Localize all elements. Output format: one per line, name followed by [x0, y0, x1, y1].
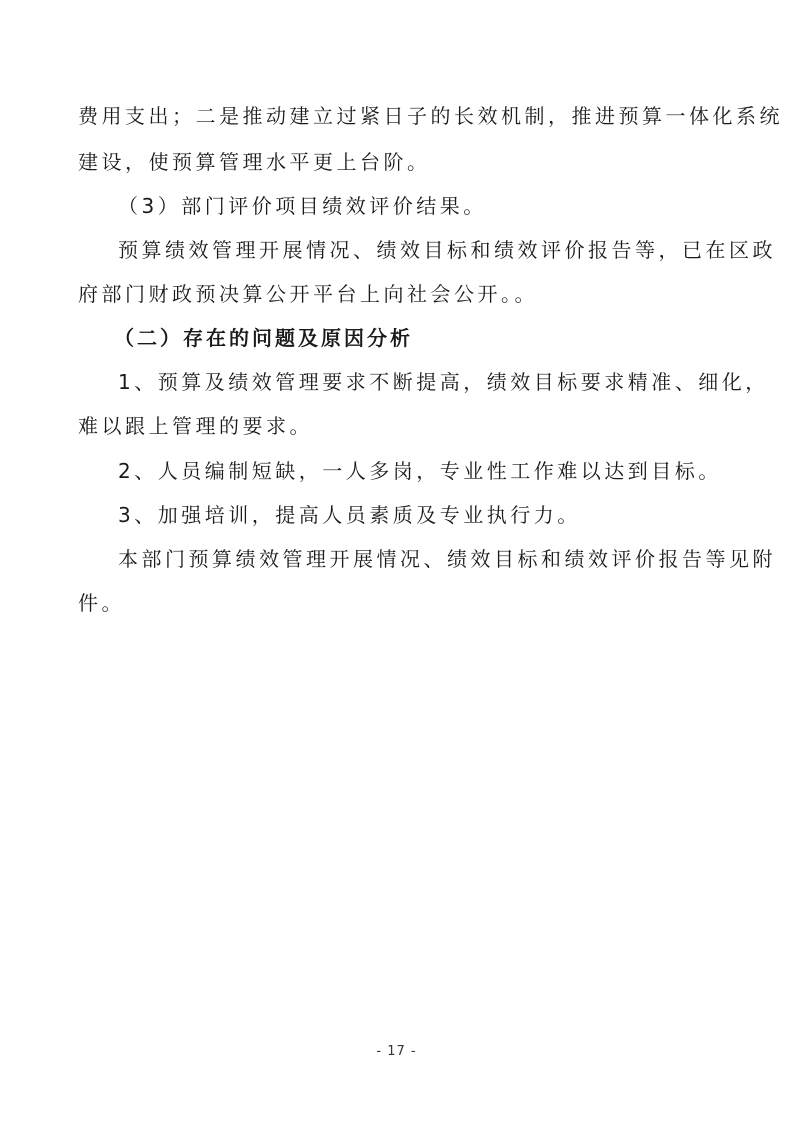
section-heading: （二）存在的问题及原因分析 [114, 326, 413, 350]
paragraph-line-8: 难以跟上管理的要求。 [78, 414, 313, 438]
paragraph-line-3: （3）部门评价项目绩效评价结果。 [118, 194, 487, 218]
paragraph-line-1: 费用支出；二是推动建立过紧日子的长效机制，推进预算一体化系统 [78, 104, 783, 128]
paragraph-line-4: 预算绩效管理开展情况、绩效目标和绩效评价报告等，已在区政 [118, 238, 776, 262]
page-number: - 17 - [376, 1044, 417, 1059]
paragraph-line-10: 3、加强培训，提高人员素质及专业执行力。 [118, 503, 581, 527]
paragraph-line-12: 件。 [78, 591, 125, 615]
paragraph-line-11: 本部门预算绩效管理开展情况、绩效目标和绩效评价报告等见附 [118, 547, 776, 571]
paragraph-line-9: 2、人员编制短缺，一人多岗，专业性工作难以达到目标。 [118, 459, 722, 483]
paragraph-line-7: 1、预算及绩效管理要求不断提高，绩效目标要求精准、细化， [118, 370, 769, 394]
paragraph-line-5: 府部门财政预决算公开平台上向社会公开。。 [78, 282, 538, 306]
paragraph-line-2: 建设，使预算管理水平更上台阶。 [78, 150, 431, 174]
